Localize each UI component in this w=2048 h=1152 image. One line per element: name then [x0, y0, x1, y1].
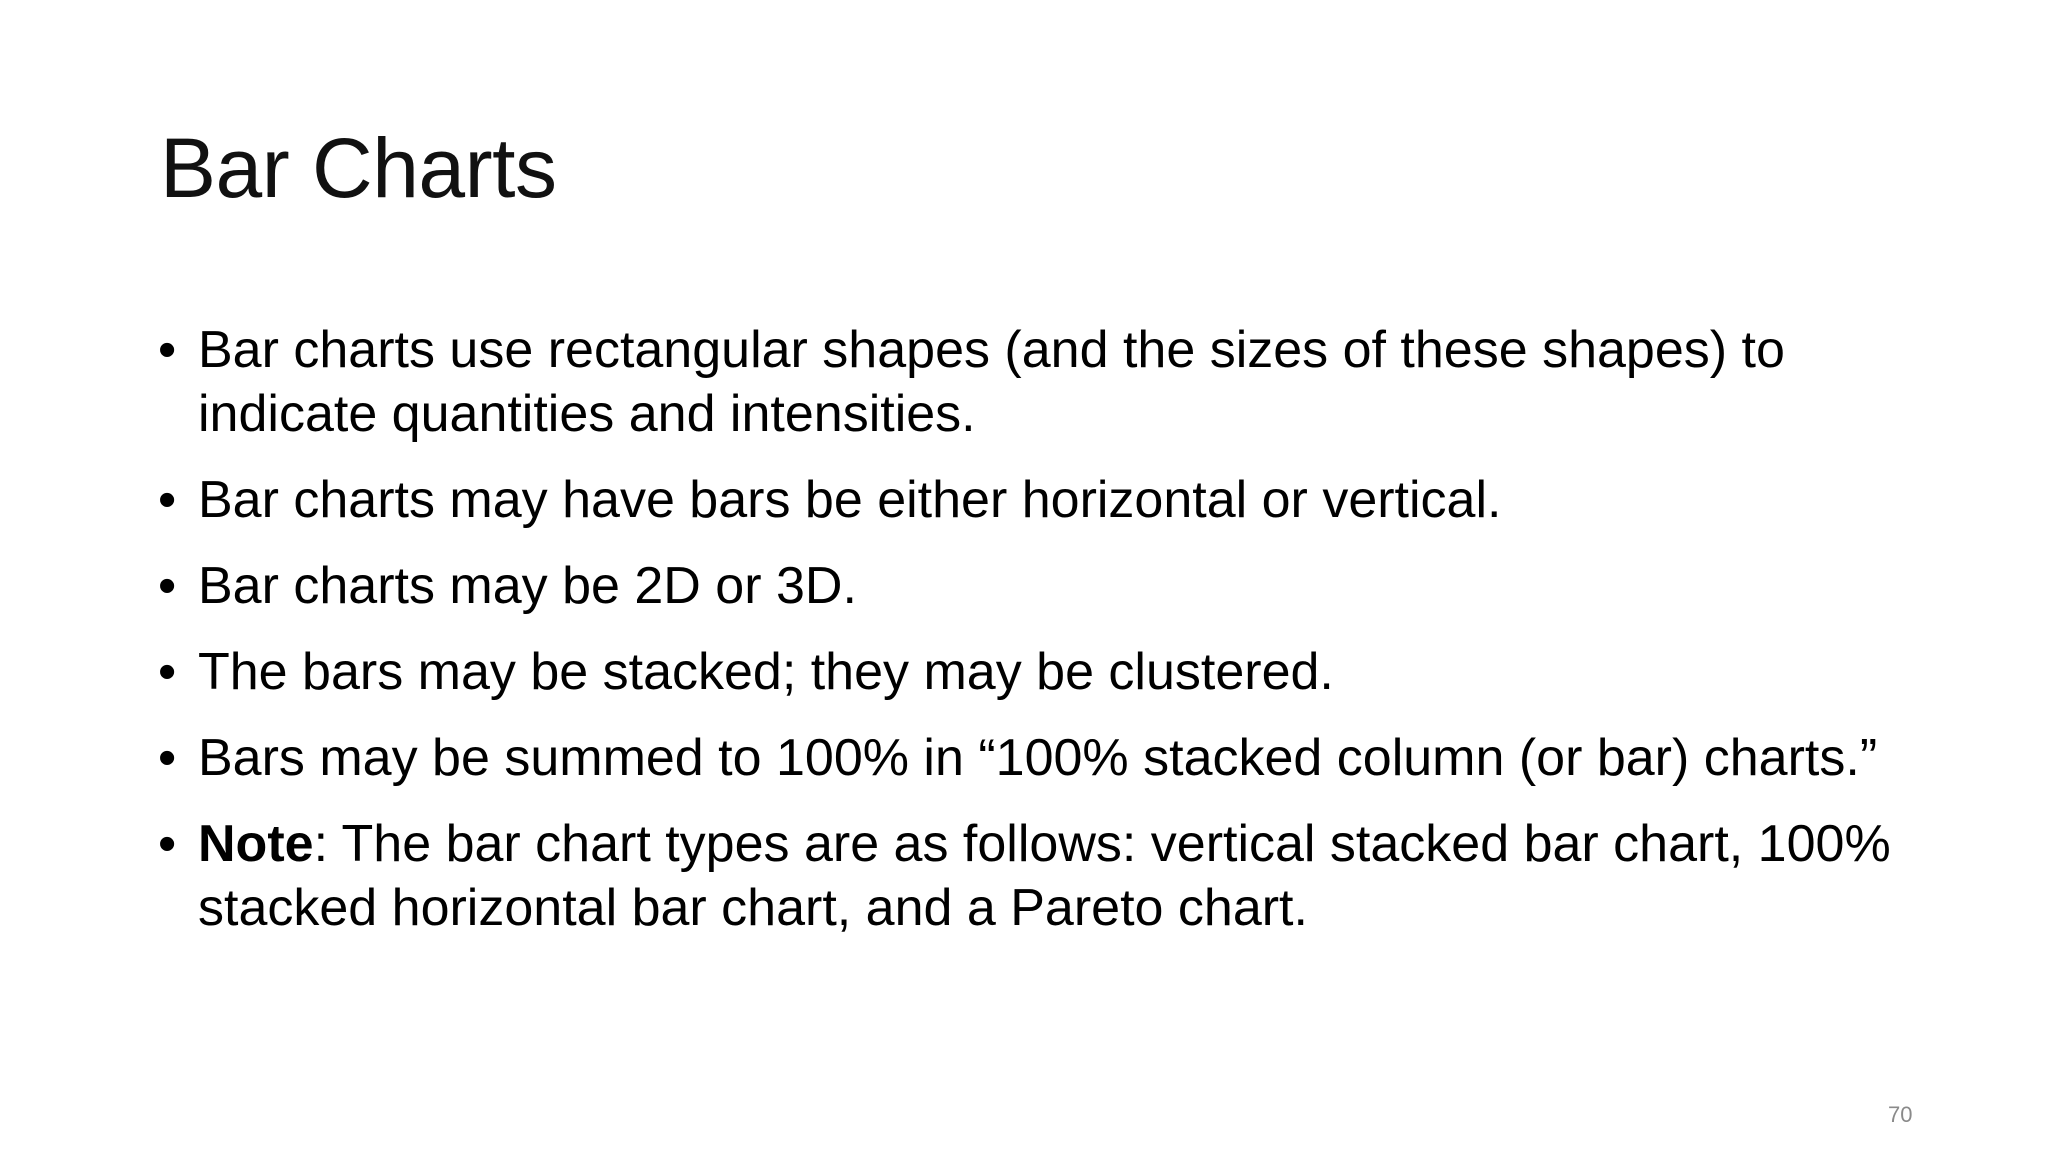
- bullet-dot: •: [158, 729, 177, 787]
- bullet-dot: •: [158, 643, 177, 701]
- note-label: Note: [198, 815, 314, 873]
- bullet-item: [158, 318, 1898, 446]
- page-number: 70: [1888, 1102, 1913, 1127]
- bullet-dot: •: [158, 321, 177, 379]
- bullet-item: [158, 640, 1898, 704]
- note-text: : The bar chart types are as follows: vertical stacked bar chart, 100% stacked horizontal bar chart, and a Pareto chart.: [198, 815, 1891, 937]
- bullet-dot: •: [158, 557, 177, 615]
- slide-title: Bar Charts: [160, 121, 557, 215]
- bullet-dot: •: [158, 815, 177, 873]
- bullet-text: Bar charts may be 2D or 3D.: [198, 557, 857, 615]
- bullet-list: [158, 318, 1898, 962]
- note-bullet: [158, 812, 1898, 940]
- bullet-dot: •: [158, 471, 177, 529]
- bullet-text: The bars may be stacked; they may be clustered.: [198, 643, 1334, 701]
- bullet-item: [158, 554, 1898, 618]
- bullet-item: [158, 468, 1898, 532]
- bullet-text: Bar charts may have bars be either horizontal or vertical.: [198, 471, 1502, 529]
- bullet-text: Bar charts use rectangular shapes (and the sizes of these shapes) to indicate quantities and intensities.: [198, 321, 1785, 443]
- bullet-item: [158, 726, 1898, 790]
- bullet-text: Bars may be summed to 100% in “100% stacked column (or bar) charts.”: [198, 729, 1878, 787]
